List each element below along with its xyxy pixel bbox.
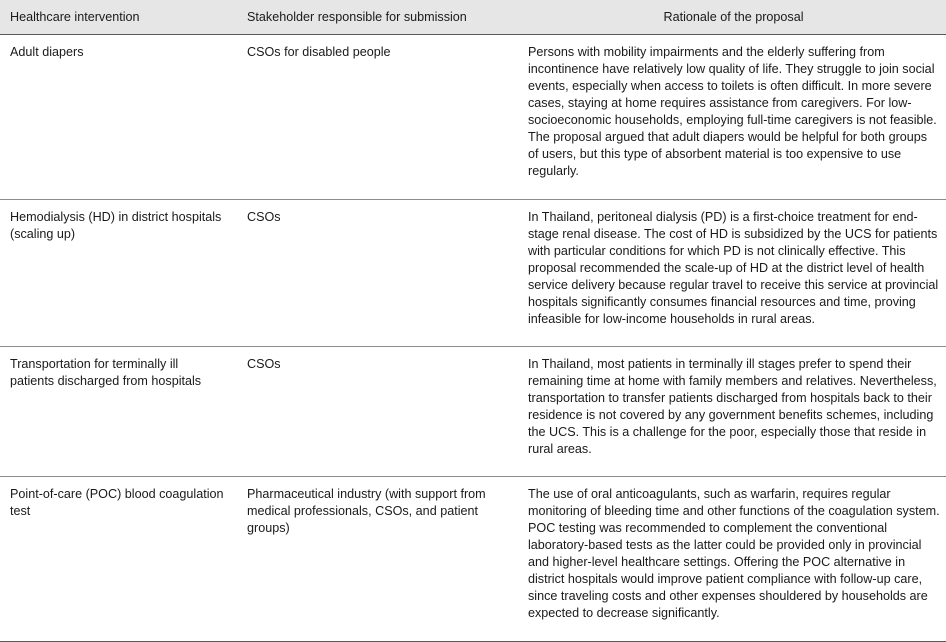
table-header (0, 0, 946, 35)
stakeholder-cell: CSOs (233, 347, 521, 477)
stakeholder-cell: Pharmaceutical industry (with support from medical professionals, CSOs, and patient groups) (233, 477, 521, 642)
intervention-cell: Hemodialysis (HD) in district hospitals (scaling up) (0, 200, 233, 347)
header-intervention: Healthcare intervention (0, 0, 233, 35)
intervention-cell: Point-of-care (POC) blood coagulation test (0, 477, 233, 642)
table-row (0, 35, 946, 200)
header-rationale: Rationale of the proposal (521, 0, 946, 35)
stakeholder-cell: CSOs (233, 200, 521, 347)
table-body (0, 35, 946, 642)
header-stakeholder: Stakeholder responsible for submission (233, 0, 521, 35)
table-row (0, 347, 946, 477)
rationale-cell: In Thailand, most patients in terminally ill stages prefer to spend their remaining time at home with family members and relatives. Nevertheless, transportation to transfer patients discharged from hospitals back to their residence is not covered by any government benefits schemes, including the UCS. This is a challenge for the poor, especially those that reside in rural areas. (521, 347, 946, 477)
intervention-cell: Adult diapers (0, 35, 233, 200)
table-row (0, 200, 946, 347)
header-row (0, 0, 946, 35)
rationale-cell: Persons with mobility impairments and the elderly suffering from incontinence have relatively low quality of life. They struggle to join social events, especially when access to toilets is often difficult. In more severe cases, staying at home requires assistance from caregivers. For low-socioeconomic households, employing full-time caregivers is not feasible. The proposal argued that adult diapers would be helpful for both groups of users, but this type of absorbent material is too expensive to use regularly. (521, 35, 946, 200)
stakeholder-cell: CSOs for disabled people (233, 35, 521, 200)
table-row (0, 477, 946, 642)
intervention-cell: Transportation for terminally ill patients discharged from hospitals (0, 347, 233, 477)
rationale-cell: In Thailand, peritoneal dialysis (PD) is a first-choice treatment for end-stage renal disease. The cost of HD is subsidized by the UCS for patients with particular conditions for which PD is not clinically effective. This proposal recommended the scale-up of HD at the district level of health service delivery because regular travel to receive this service at provincial hospitals significantly consumes financial resources and time, proving infeasible for low-income households in rural areas. (521, 200, 946, 347)
rationale-cell: The use of oral anticoagulants, such as warfarin, requires regular monitoring of bleeding time and other functions of the coagulation system. POC testing was recommended to complement the conventional laboratory-based tests as the latter could be provided only in provincial and higher-level healthcare settings. Offering the POC alternative in district hospitals would improve patient compliance with follow-up care, since traveling costs and other expenses shouldered by households are expected to decrease significantly. (521, 477, 946, 642)
